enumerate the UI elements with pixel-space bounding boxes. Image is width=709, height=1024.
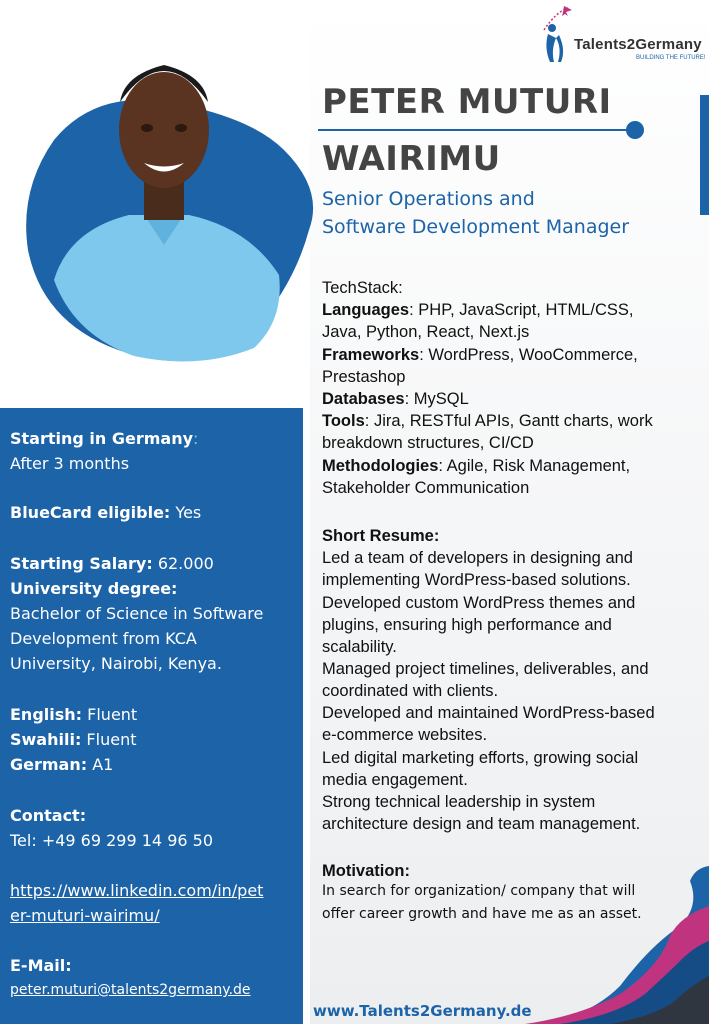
job-title-line1: Senior Operations and: [322, 188, 535, 210]
resume-line: Led a team of developers in designing and: [322, 549, 633, 567]
candidate-name-line2: WAIRIMU: [322, 139, 501, 179]
tools-label: Tools: [322, 412, 365, 430]
languages-label: Languages: [322, 301, 410, 319]
starting-value: After 3 months: [10, 454, 130, 473]
starting-colon: :: [193, 429, 199, 448]
starting-line: [10, 426, 198, 451]
contact-label-text: Contact:: [10, 806, 87, 825]
methodologies-line1: [322, 455, 630, 477]
candidate-name-line1: PETER MUTURI: [322, 82, 612, 122]
degree-line1: Bachelor of Science in Software: [10, 604, 264, 623]
languages-line2: Java, Python, React, Next.js: [322, 323, 530, 341]
swahili-label: Swahili:: [10, 730, 82, 749]
resume-line: Developed custom WordPress themes and: [322, 594, 636, 612]
languages-line1: [322, 299, 633, 321]
email-label-text: E-Mail:: [10, 956, 72, 975]
german-label: German:: [10, 755, 88, 774]
bluecard-line: [10, 500, 201, 525]
degree-label: [10, 576, 177, 601]
german-line: [10, 752, 113, 777]
german-value: A1: [87, 755, 114, 774]
techstack-heading: TechStack:: [322, 279, 403, 297]
starting-label: Starting in Germany: [10, 429, 194, 448]
resume-line: Managed project timelines, deliverables, and: [322, 660, 649, 678]
divider-dot: [626, 121, 644, 139]
email-link[interactable]: peter.muturi@talents2germany.de: [10, 982, 251, 998]
swahili-value: Fluent: [81, 730, 137, 749]
linkedin-link-line1[interactable]: https://www.linkedin.com/in/pet: [10, 881, 264, 900]
contact-label: [10, 803, 86, 828]
english-label: English:: [10, 705, 83, 724]
person-with-airplane-icon: [538, 4, 578, 68]
english-line: [10, 702, 137, 727]
databases-line: [322, 388, 469, 410]
resume-line: Strong technical leadership in system: [322, 793, 596, 811]
phone-number[interactable]: Tel: +49 69 299 14 96 50: [10, 831, 213, 850]
methodologies-label: Methodologies: [322, 457, 439, 475]
salary-label: Starting Salary:: [10, 554, 153, 573]
languages-value: : PHP, JavaScript, HTML/CSS,: [409, 301, 634, 319]
tools-value: : Jira, RESTful APIs, Gantt charts, work: [364, 412, 653, 430]
methodologies-value: : Agile, Risk Management,: [438, 457, 631, 475]
resume-line: architecture design and team management.: [322, 815, 641, 833]
resume-line: Led digital marketing efforts, growing social: [322, 749, 639, 767]
motivation-line1: In search for organization/ company that will: [322, 883, 636, 899]
linkedin-link-line2[interactable]: er-muturi-wairimu/: [10, 906, 160, 925]
bluecard-value: Yes: [170, 503, 202, 522]
frameworks-line1: [322, 344, 638, 366]
english-value: Fluent: [82, 705, 138, 724]
resume-line: e-commerce websites.: [322, 726, 488, 744]
logo-name: Talents2Germany: [574, 36, 702, 53]
methodologies-line2: Stakeholder Communication: [322, 479, 530, 497]
databases-label: Databases: [322, 390, 405, 408]
databases-value: : MySQL: [404, 390, 469, 408]
tools-line2: breakdown structures, CI/CD: [322, 434, 534, 452]
candidate-info-panel: [0, 408, 303, 1024]
motivation-heading-text: Motivation:: [322, 862, 410, 880]
frameworks-value: : WordPress, WooCommerce,: [419, 346, 638, 364]
resume-line: Developed and maintained WordPress-based: [322, 704, 655, 722]
frameworks-label: Frameworks: [322, 346, 420, 364]
name-divider: [318, 129, 636, 131]
email-label: [10, 953, 72, 978]
resume-line: media engagement.: [322, 771, 468, 789]
motivation-heading: [322, 860, 410, 882]
tools-line1: [322, 410, 653, 432]
bluecard-label: BlueCard eligible:: [10, 503, 171, 522]
degree-line2: Development from KCA: [10, 629, 197, 648]
motivation-line2: offer career growth and have me as an asset.: [322, 906, 642, 922]
accent-bar: [700, 95, 709, 215]
resume-line: coordinated with clients.: [322, 682, 499, 700]
resume-line: implementing WordPress-based solutions.: [322, 571, 631, 589]
decorative-waves: [520, 866, 709, 1024]
resume-line: plugins, ensuring high performance and: [322, 616, 612, 634]
website-link[interactable]: www.Talents2Germany.de: [313, 1002, 532, 1020]
logo-tagline: BUILDING THE FUTURE!: [636, 55, 706, 61]
job-title-line2: Software Development Manager: [322, 216, 630, 238]
degree-label-text: University degree:: [10, 579, 178, 598]
degree-line3: University, Nairobi, Kenya.: [10, 654, 222, 673]
resume-heading-text: Short Resume:: [322, 527, 440, 545]
swahili-line: [10, 727, 136, 752]
profile-photo: [14, 30, 324, 375]
resume-line: scalability.: [322, 638, 397, 656]
salary-value: 62.000: [152, 554, 214, 573]
salary-line: [10, 551, 214, 576]
frameworks-line2: Prestashop: [322, 368, 406, 386]
company-logo: [538, 4, 708, 68]
resume-heading: [322, 525, 439, 547]
